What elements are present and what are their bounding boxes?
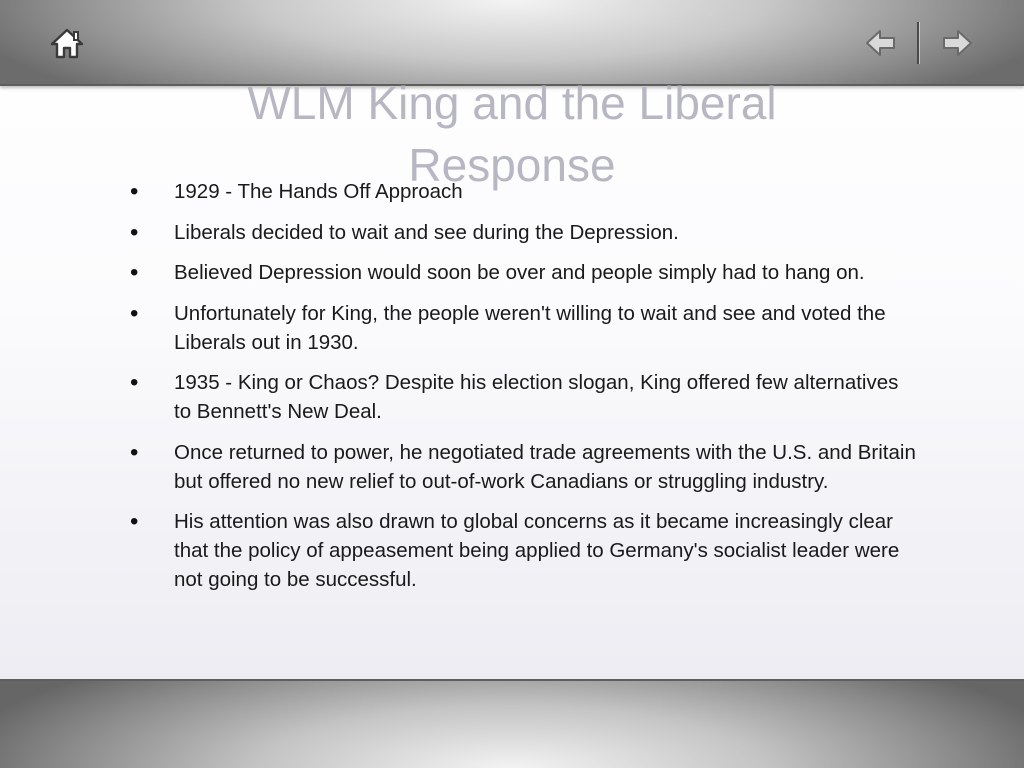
bottom-bar <box>0 679 1024 768</box>
slide-title: WLM King and the Liberal Response <box>247 77 777 191</box>
bullet-text: Unfortunately for King, the people weren't willing to wait and see and voted the Liberals out in 1930. <box>174 301 886 354</box>
bullet-item <box>130 258 920 287</box>
bullet-marker: • <box>130 438 139 466</box>
bullet-item <box>130 368 920 426</box>
bullet-marker: • <box>130 508 139 535</box>
slide-navigation <box>864 20 974 66</box>
bullet-marker: • <box>130 178 139 205</box>
bullet-text: His attention was also drawn to global concerns as it became increasingly clear that the policy of appeasement being applied to Germany's socialist leader were not going to be successful. <box>174 510 900 591</box>
bullet-item <box>130 177 920 206</box>
bullet-item <box>130 299 920 357</box>
bullet-item <box>130 438 920 496</box>
next-slide-button[interactable] <box>940 26 974 60</box>
home-button[interactable] <box>48 26 86 62</box>
bullet-marker: • <box>130 218 139 246</box>
bullet-item <box>130 218 920 247</box>
home-icon <box>48 26 86 62</box>
arrow-right-icon <box>940 26 974 60</box>
bullet-text: Liberals decided to wait and see during the Depression. <box>174 220 679 244</box>
bullet-text: 1929 - The Hands Off Approach <box>174 180 463 203</box>
previous-slide-button[interactable] <box>864 26 898 60</box>
bullet-text: 1935 - King or Chaos? Despite his election slogan, King offered few alternatives to Bennett's New Deal. <box>174 371 899 423</box>
bullet-text: Once returned to power, he negotiated trade agreements with the U.S. and Britain but offered no new relief to out-of-work Canadians or struggling industry. <box>174 440 916 493</box>
bullet-marker: • <box>130 369 139 396</box>
bullet-text: Believed Depression would soon be over and people simply had to hang on. <box>174 261 865 284</box>
navigation-divider <box>917 22 919 64</box>
bullet-marker: • <box>130 299 139 327</box>
bullet-marker: • <box>130 259 139 286</box>
bullet-item <box>130 507 920 594</box>
arrow-left-icon <box>864 26 898 60</box>
bullet-list <box>130 177 920 606</box>
